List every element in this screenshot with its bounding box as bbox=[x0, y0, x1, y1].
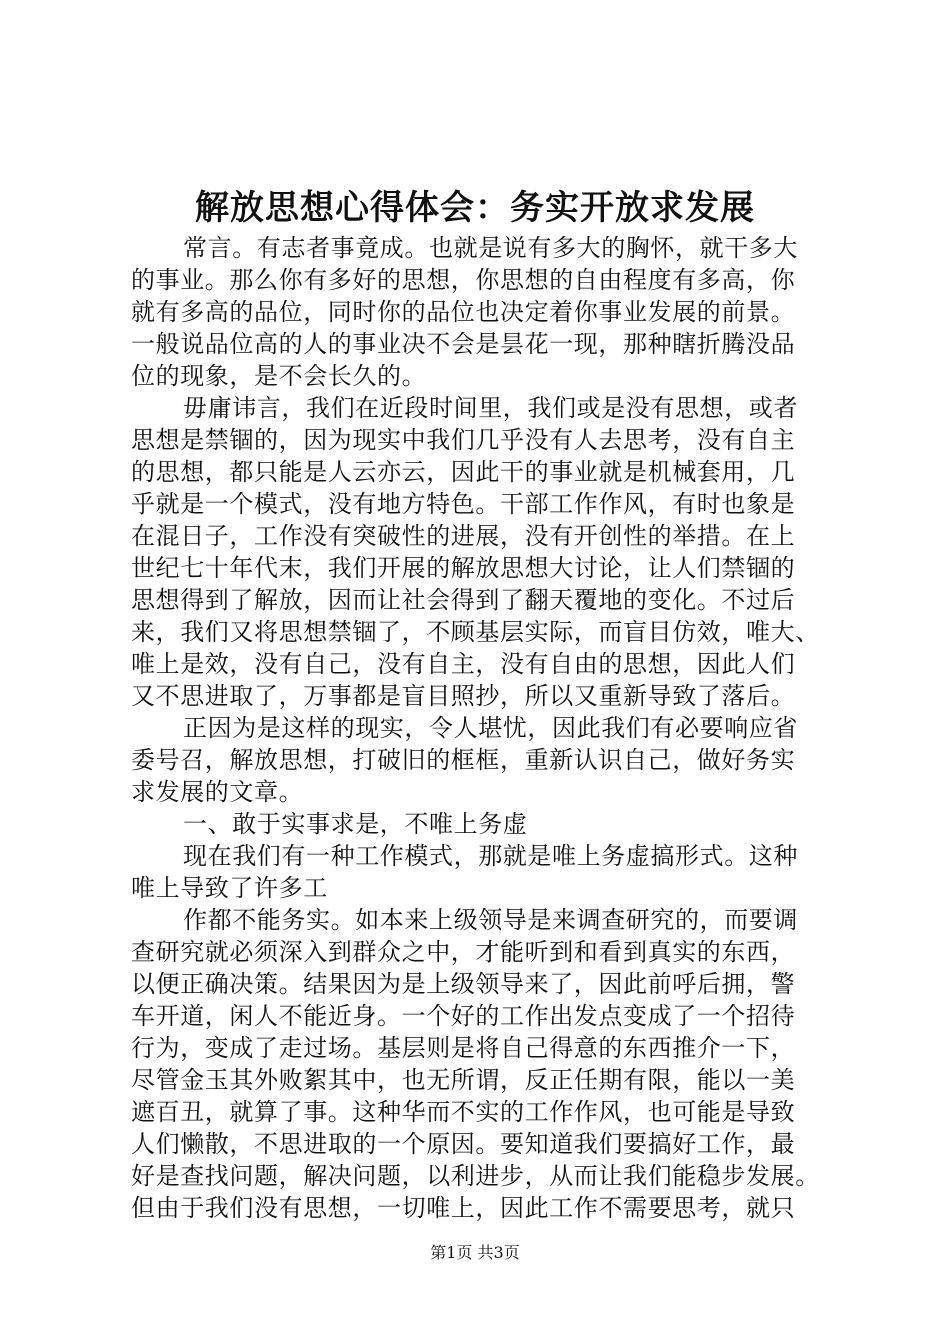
text-line: 的思想，都只能是人云亦云，因此干的事业就是机械套用，几 bbox=[131, 458, 796, 486]
text-line: 唯上导致了许多工 bbox=[131, 874, 328, 902]
document-body bbox=[131, 232, 831, 1224]
text-line: 就有多高的品位，同时你的品位也决定着你事业发展的前景。 bbox=[131, 298, 796, 326]
document-title: 解放思想心得体会：务实开放求发展 bbox=[195, 188, 755, 228]
text-line: 又不思进取了，万事都是盲目照抄，所以又重新导致了落后。 bbox=[131, 682, 796, 710]
text-line: 好是查找问题，解决问题，以利进步，从而让我们能稳步发展。 bbox=[131, 1162, 820, 1190]
text-line: 唯上是效，没有自己，没有自主，没有自由的思想，因此人们 bbox=[131, 650, 796, 678]
text-line: 人们懒散，不思进取的一个原因。要知道我们要搞好工作，最 bbox=[131, 1130, 796, 1158]
text-line: 尽管金玉其外败絮其中，也无所谓，反正任期有限，能以一美 bbox=[131, 1066, 796, 1094]
text-line: 查研究就必须深入到群众之中，才能听到和看到真实的东西， bbox=[131, 938, 796, 966]
text-line: 作都不能务实。如本来上级领导是来调查研究的，而要调 bbox=[183, 906, 798, 934]
text-line: 思想得到了解放，因而让社会得到了翻天覆地的变化。不过后 bbox=[131, 586, 796, 614]
text-line: 一般说品位高的人的事业决不会是昙花一现，那种瞎折腾没品 bbox=[131, 330, 796, 358]
text-line: 以便正确决策。结果因为是上级领导来了，因此前呼后拥，警 bbox=[131, 970, 796, 998]
text-line: 乎就是一个模式，没有地方特色。干部工作作风，有时也象是 bbox=[131, 490, 796, 518]
text-line: 但由于我们没有思想，一切唯上，因此工作不需要思考，就只 bbox=[131, 1194, 796, 1222]
text-line: 来，我们又将思想禁锢了，不顾基层实际，而盲目仿效，唯大、 bbox=[131, 618, 820, 646]
text-line: 在混日子，工作没有突破性的进展，没有开创性的举措。在上 bbox=[131, 522, 796, 550]
text-line: 世纪七十年代末，我们开展的解放思想大讨论，让人们禁锢的 bbox=[131, 554, 796, 582]
text-line: 思想是禁锢的，因为现实中我们几乎没有人去思考，没有自主 bbox=[131, 426, 796, 454]
text-line: 委号召，解放思想，打破旧的框框，重新认识自己，做好务实 bbox=[131, 746, 796, 774]
text-line: 求发展的文章。 bbox=[131, 778, 304, 806]
text-line: 现在我们有一种工作模式，那就是唯上务虚搞形式。这种 bbox=[183, 842, 798, 870]
text-line: 位的现象，是不会长久的。 bbox=[131, 362, 427, 390]
section-heading: 一、敢于实事求是，不唯上务虚 bbox=[183, 810, 528, 838]
text-line: 常言。有志者事竟成。也就是说有多大的胸怀，就干多大 bbox=[183, 234, 798, 262]
text-line: 车开道，闲人不能近身。一个好的工作出发点变成了一个招待 bbox=[131, 1002, 796, 1030]
text-line: 毋庸讳言，我们在近段时间里，我们或是没有思想，或者 bbox=[183, 394, 798, 422]
text-line: 的事业。那么你有多好的思想，你思想的自由程度有多高，你 bbox=[131, 266, 796, 294]
text-line: 遮百丑，就算了事。这种华而不实的工作作风，也可能是导致 bbox=[131, 1098, 796, 1126]
text-line: 行为，变成了走过场。基层则是将自己得意的东西推介一下， bbox=[131, 1034, 796, 1062]
page-footer: 第1页 共3页 bbox=[430, 1243, 520, 1262]
text-line: 正因为是这样的现实，令人堪忧，因此我们有必要响应省 bbox=[183, 714, 798, 742]
